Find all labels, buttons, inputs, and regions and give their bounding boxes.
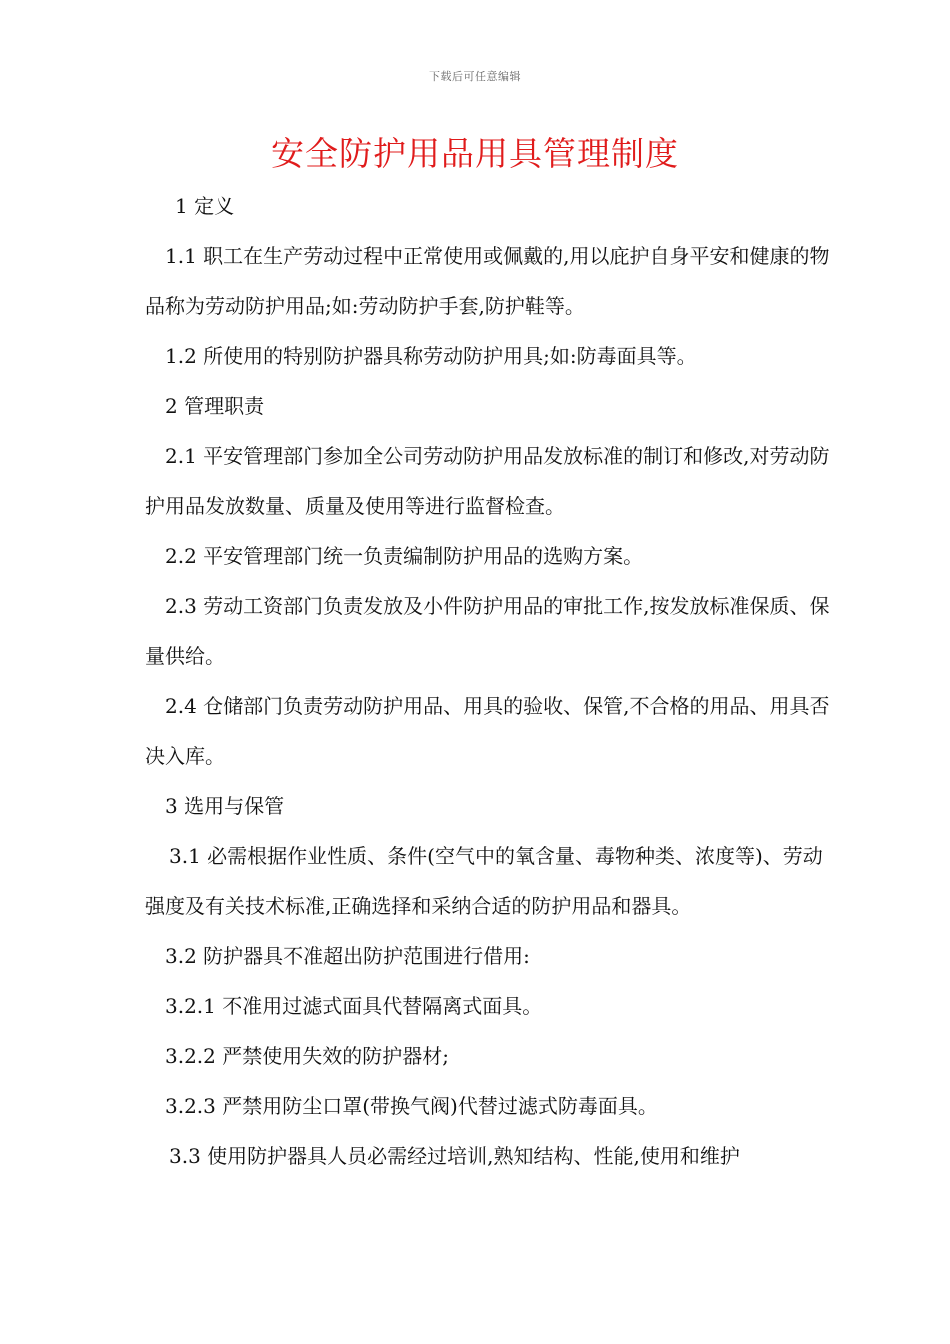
section-heading: 1 定义 xyxy=(175,194,235,218)
paragraph: 3.2.2 严禁使用失效的防护器材; xyxy=(165,1044,449,1068)
document-body xyxy=(145,181,835,1181)
paragraph: 2.4 仓储部门负责劳动防护用品、用具的验收、保管,不合格的用品、用具否决入库。 xyxy=(145,694,830,768)
paragraph: 3.2 防护器具不准超出防护范围进行借用: xyxy=(165,944,530,968)
paragraph: 3.3 使用防护器具人员必需经过培训,熟知结构、性能,使用和维护 xyxy=(169,1144,740,1168)
paragraph: 2.2 平安管理部门统一负责编制防护用品的选购方案。 xyxy=(165,544,644,568)
header-note: 下载后可任意编辑 xyxy=(429,70,521,83)
paragraph: 3.2.1 不准用过滤式面具代替隔离式面具。 xyxy=(165,994,543,1018)
paragraph: 1.1 职工在生产劳动过程中正常使用或佩戴的,用以庇护自身平安和健康的物品称为劳动防护用品;如:劳动防护手套,防护鞋等。 xyxy=(145,244,830,318)
section-heading: 3 选用与保管 xyxy=(165,794,285,818)
paragraph: 2.3 劳动工资部门负责发放及小件防护用品的审批工作,按发放标准保质、保量供给。 xyxy=(145,594,830,668)
document-title: 安全防护用品用具管理制度 xyxy=(271,134,679,173)
paragraph: 3.2.3 严禁用防尘口罩(带换气阀)代替过滤式防毒面具。 xyxy=(165,1094,658,1118)
paragraph: 2.1 平安管理部门参加全公司劳动防护用品发放标准的制订和修改,对劳动防护用品发放数量、质量及使用等进行监督检查。 xyxy=(145,444,830,518)
section-heading: 2 管理职责 xyxy=(165,394,265,418)
paragraph: 3.1 必需根据作业性质、条件(空气中的氧含量、毒物种类、浓度等)、劳动强度及有关技术标准,正确选择和采纳合适的防护用品和器具。 xyxy=(145,844,823,918)
paragraph: 1.2 所使用的特别防护器具称劳动防护用具;如:防毒面具等。 xyxy=(165,344,697,368)
